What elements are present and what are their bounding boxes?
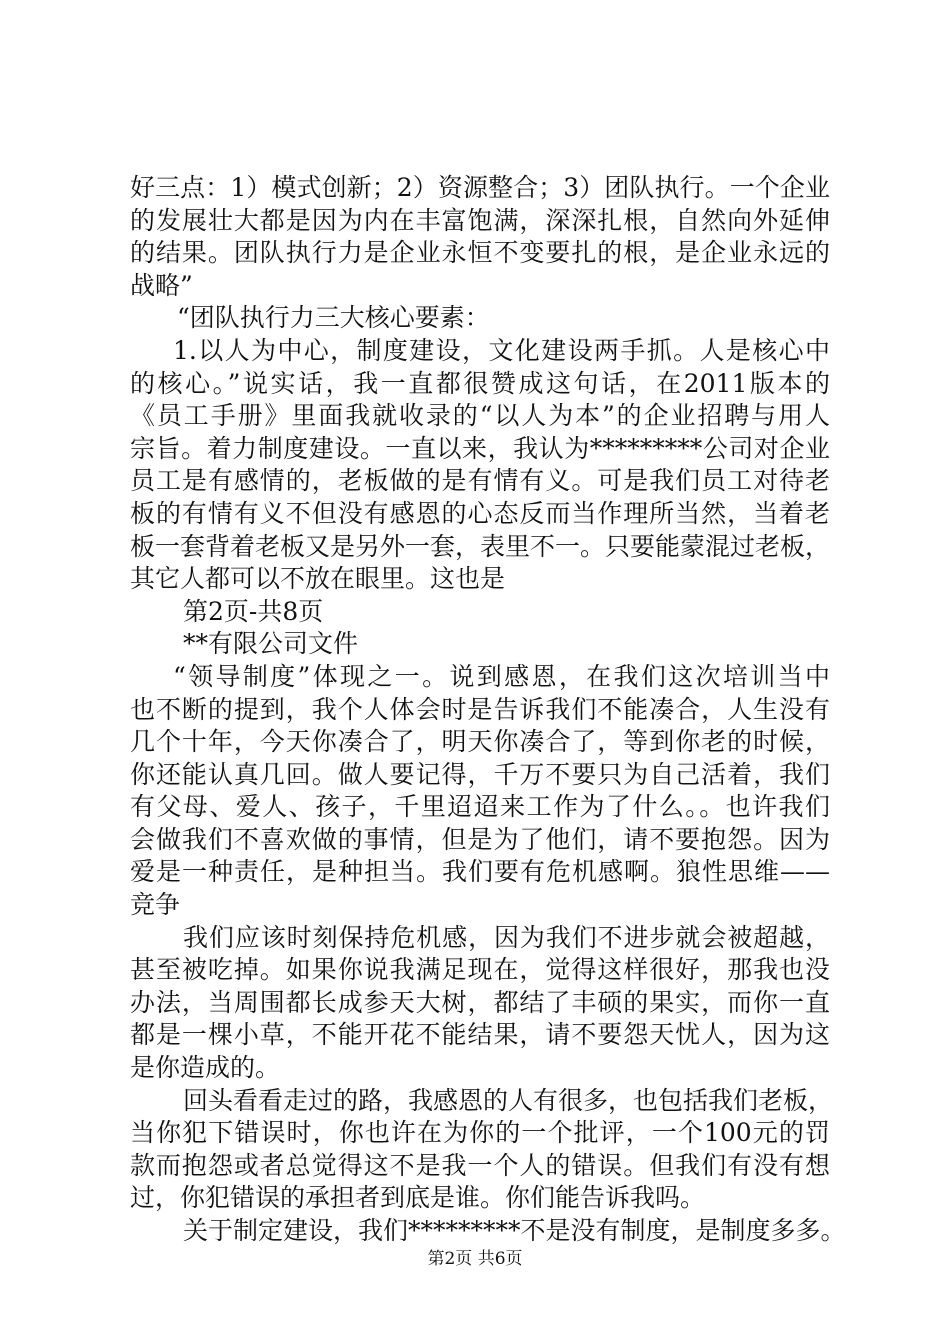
text-line: 几个十年，今天你凑合了，明天你凑合了，等到你老的时候， bbox=[130, 727, 830, 757]
text-line: 办法，当周围都长成参天大树，都结了丰硕的果实，而你一直 bbox=[130, 987, 830, 1017]
text-line: 甚至被吃掉。如果你说我满足现在，觉得这样很好，那我也没 bbox=[130, 955, 830, 985]
text-line: 其它人都可以不放在眼里。这也是 bbox=[130, 564, 506, 594]
text-line: 的核心。”说实话，我一直都很赞成这句话，在2011版本的 bbox=[130, 368, 830, 398]
text-line: 回头看看走过的路，我感恩的人有很多，也包括我们老板， bbox=[183, 1085, 834, 1115]
text-line: 好三点：1）模式创新；2）资源整合；3）团队执行。一个企业 bbox=[130, 173, 830, 202]
text-line: 款而抱怨或者总觉得这不是我一个人的错误。但我们有没有想 bbox=[130, 1150, 830, 1180]
text-line: 过，你犯错误的承担者到底是谁。你们能告诉我吗。 bbox=[130, 1183, 706, 1213]
text-line: 我们应该时刻保持危机感，因为我们不进步就会被超越， bbox=[183, 922, 830, 952]
text-line: 《员工手册》里面我就收录的“以人为本”的企业招聘与用人 bbox=[130, 401, 830, 431]
text-line: 是你造成的。 bbox=[130, 1053, 281, 1083]
text-line: “领导制度”体现之一。说到感恩，在我们这次培训当中 bbox=[173, 661, 830, 691]
text-line: 关于制定建设，我们*********不是没有制度，是制度多多。 bbox=[183, 1216, 846, 1245]
text-line: 战略” bbox=[130, 270, 193, 300]
text-line: 爱是一种责任，是种担当。我们要有危机感啊。狼性思维—— bbox=[130, 857, 830, 887]
text-line: 1.以人为中心，制度建设，文化建设两手抓。人是核心中 bbox=[173, 335, 830, 365]
text-line: 员工是有感情的，老板做的是有情有义。可是我们员工对待老 bbox=[130, 466, 830, 496]
text-line: 当你犯下错误时，你也许在为你的一个批评，一个100元的罚 bbox=[130, 1118, 830, 1148]
text-line: 板的有情有义不但没有感恩的心态反而当作理所当然，当着老 bbox=[130, 498, 830, 528]
text-line: 宗旨。着力制度建设。一直以来，我认为*********公司对企业 bbox=[130, 433, 830, 463]
text-line: 的结果。团队执行力是企业永恒不变要扎的根，是企业永远的 bbox=[130, 238, 830, 268]
text-line: 会做我们不喜欢做的事情，但是为了他们，请不要抱怨。因为 bbox=[130, 824, 830, 854]
text-line: 有父母、爱人、孩子，千里迢迢来工作为了什么。。也许我们 bbox=[130, 792, 830, 822]
text-line: 竞争 bbox=[130, 890, 181, 920]
text-line: 也不断的提到，我个人体会时是告诉我们不能凑合，人生没有 bbox=[130, 694, 830, 724]
inline-page-number: 第2页-共8页 bbox=[183, 596, 324, 626]
text-line: 都是一棵小草，不能开花不能结果，请不要怨天忧人，因为这 bbox=[130, 1020, 830, 1050]
text-line: 你还能认真几回。做人要记得，千万不要只为自己活着，我们 bbox=[130, 759, 830, 789]
section-heading: “团队执行力三大核心要素： bbox=[177, 303, 490, 333]
page-footer: 第2页 共6页 bbox=[427, 1249, 523, 1269]
company-document-header: **有限公司文件 bbox=[183, 629, 359, 659]
text-line: 板一套背着老板又是另外一套，表里不一。只要能蒙混过老板， bbox=[130, 531, 831, 561]
text-line: 的发展壮大都是因为内在丰富饱满，深深扎根，自然向外延伸 bbox=[130, 205, 830, 235]
document-body bbox=[130, 172, 846, 1248]
